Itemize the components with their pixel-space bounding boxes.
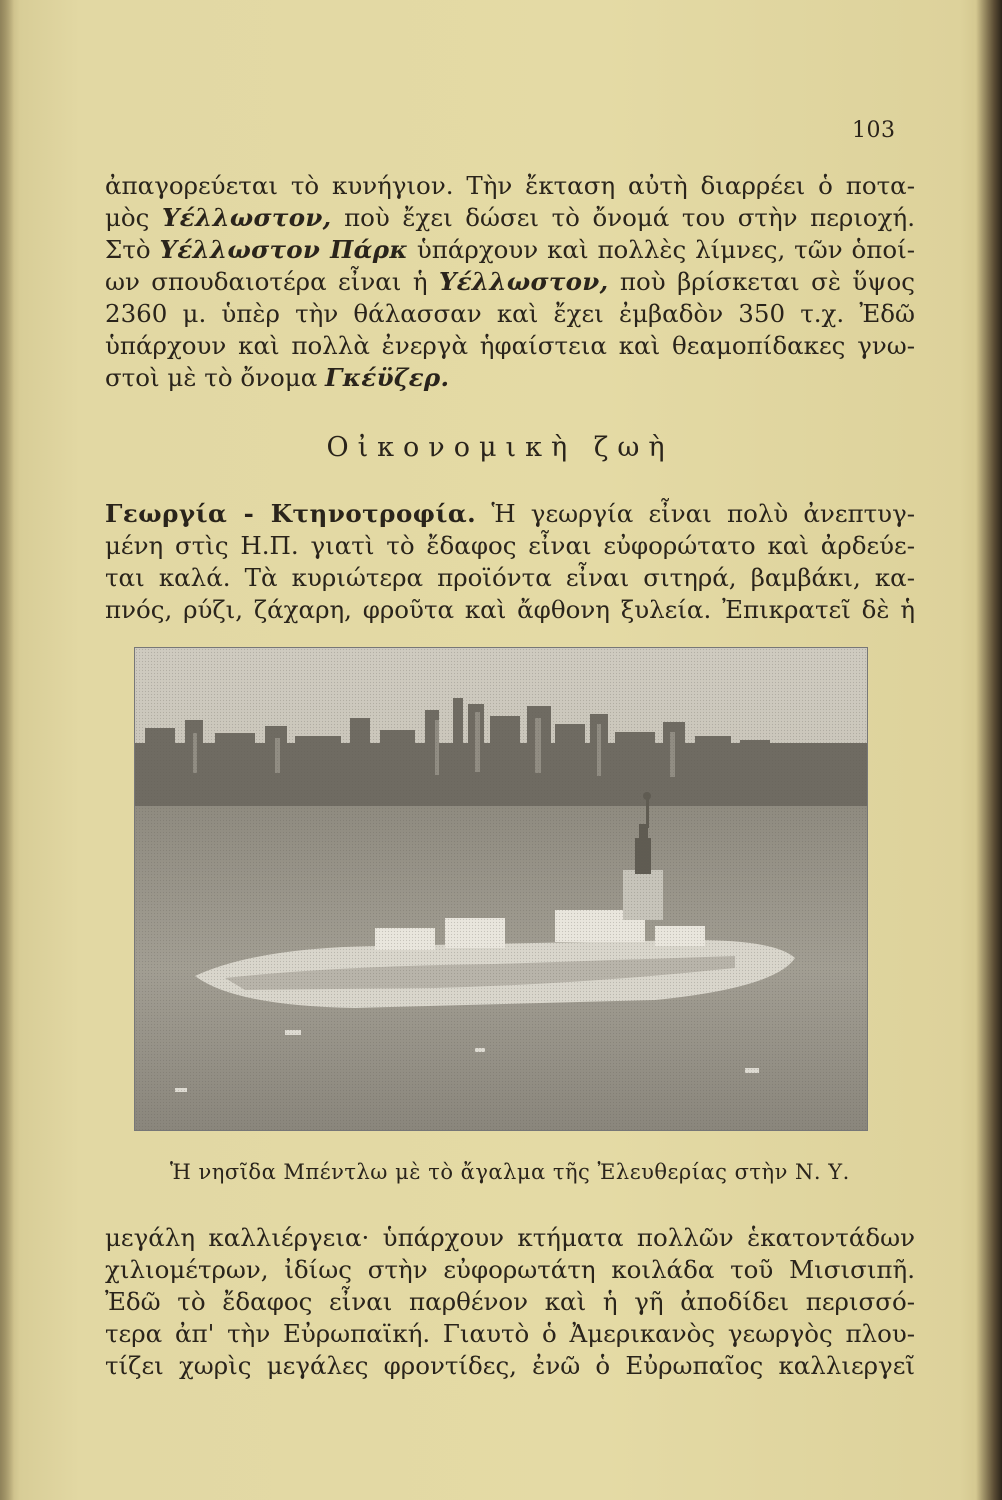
photo-caption: Ἡ νησῖδα Μπέντλω μὲ τὸ ἄγαλμα τῆς Ἐλευθερίας στὴν Ν. Υ. xyxy=(170,1160,850,1184)
place-name: Γκέϋζερ. xyxy=(325,363,450,392)
section-title: Οἰκονομικὴ ζωὴ xyxy=(326,432,674,463)
page-number: 103 xyxy=(852,118,896,143)
page-edge xyxy=(976,0,1002,1500)
text-line: ὑπάρχουν καὶ πολλὰ ἐνεργὰ ἡφαίστεια καὶ θεαμοπίδακες γνω- xyxy=(105,331,915,360)
text-line: πνός, ρύζι, ζάχαρη, φροῦτα καὶ ἄφθονη ξυλεία. Ἐπικρατεῖ δὲ ἡ xyxy=(105,595,915,624)
paragraph-agriculture xyxy=(105,498,915,626)
text-line: 2360 μ. ὑπὲρ τὴν θάλασσαν καὶ ἔχει ἐμβαδὸν 350 τ.χ. Ἐδῶ xyxy=(105,299,915,328)
text-line: μένη στὶς Η.Π. γιατὶ τὸ ἔδαφος εἶναι εὐφορώτατο καὶ ἀρδεύε- xyxy=(105,531,915,560)
paragraph-farming xyxy=(105,1222,915,1382)
text-line: Γεωργία - Κτηνοτροφία. Ἡ γεωργία εἶναι πολὺ ἀνεπτυγ- xyxy=(105,499,915,528)
text-line: ων σπουδαιοτέρα εἶναι ἡ Υέλλωστον, ποὺ βρίσκεται σὲ ὕψος xyxy=(105,267,915,296)
text-line: ται καλά. Τὰ κυριώτερα προϊόντα εἶναι σιτηρά, βαμβάκι, κα- xyxy=(105,563,915,592)
text-line: ἀπαγορεύεται τὸ κυνήγιον. Τὴν ἔκταση αὐτὴ διαρρέει ὁ ποτα- xyxy=(105,171,915,200)
photo-illustration xyxy=(135,648,867,1130)
paragraph-lead: Γεωργία - Κτηνοτροφία. xyxy=(105,499,477,528)
place-name: Υέλλωστον Πάρκ xyxy=(159,235,408,264)
photo-statue-of-liberty xyxy=(135,648,867,1130)
text-line: τίζει χωρὶς μεγάλες φροντίδες, ἐνῶ ὁ Εὐρωπαῖος καλλιεργεῖ xyxy=(105,1351,915,1380)
text-line: τερα ἀπ' τὴν Εὐρωπαϊκή. Γιαυτὸ ὁ Ἀμερικανὸς γεωργὸς πλου- xyxy=(105,1319,915,1348)
text-line: χιλιομέτρων, ἰδίως στὴν εὐφορωτάτη κοιλάδα τοῦ Μισισιπῆ. xyxy=(105,1255,915,1284)
text-line: Ἐδῶ τὸ ἔδαφος εἶναι παρθένον καὶ ἡ γῆ ἀποδίδει περισσό- xyxy=(105,1287,915,1316)
paragraph-yellowstone xyxy=(105,170,915,394)
text-line: στοὶ μὲ τὸ ὄνομα Γκέϋζερ. xyxy=(105,363,450,392)
place-name: Υέλλωστον, xyxy=(438,267,609,296)
text-line: μεγάλη καλλιέργεια· ὑπάρχουν κτήματα πολλῶν ἑκατοντάδων xyxy=(105,1223,915,1252)
text-line: Στὸ Υέλλωστον Πάρκ ὑπάρχουν καὶ πολλὲς λίμνες, τῶν ὁποί- xyxy=(105,235,915,264)
text-line: μὸς Υέλλωστον, ποὺ ἔχει δώσει τὸ ὄνομά του στὴν περιοχή. xyxy=(105,203,915,232)
place-name: Υέλλωστον, xyxy=(161,203,332,232)
gutter-shadow xyxy=(0,0,14,1500)
